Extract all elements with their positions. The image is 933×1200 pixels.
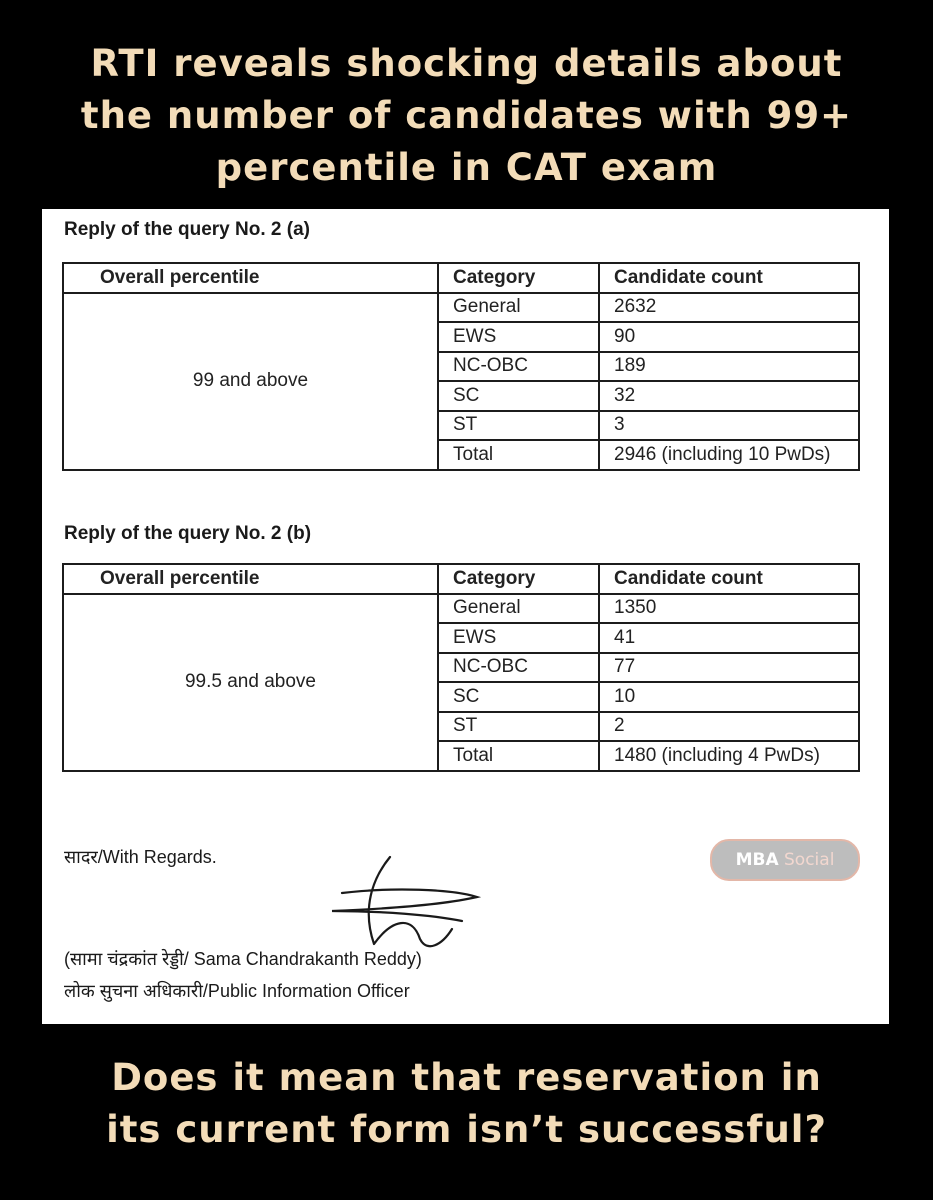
- table-row: [63, 594, 859, 624]
- headline-line-2: the number of candidates with 99+: [80, 94, 853, 137]
- footer-question: [0, 1052, 933, 1156]
- count-cell: 90: [599, 322, 859, 352]
- headline: [0, 38, 933, 194]
- count-cell: 2: [599, 712, 859, 742]
- header-candidate-count: Candidate count: [599, 564, 859, 594]
- officer-name: (सामा चंद्रकांत रेड्डी/ Sama Chandrakanth Reddy): [64, 949, 422, 969]
- category-cell: NC-OBC: [438, 352, 599, 382]
- percentile-range: 99 and above: [63, 293, 438, 470]
- count-cell: 189: [599, 352, 859, 382]
- rti-document: [42, 209, 889, 1024]
- query-a-table: [62, 262, 860, 471]
- category-cell: SC: [438, 682, 599, 712]
- category-cell: General: [438, 293, 599, 323]
- header-category: Category: [438, 564, 599, 594]
- category-cell: Total: [438, 741, 599, 771]
- category-cell: SC: [438, 381, 599, 411]
- category-cell: NC-OBC: [438, 653, 599, 683]
- watermark-bold: MBA: [735, 850, 779, 870]
- category-cell: General: [438, 594, 599, 624]
- footer-line-1: Does it mean that reservation in: [111, 1056, 822, 1099]
- query-a-title: Reply of the query No. 2 (a): [64, 219, 310, 240]
- headline-line-1: RTI reveals shocking details about: [90, 42, 843, 85]
- table-header-row: [63, 263, 859, 293]
- table-row: [63, 293, 859, 323]
- table-header-row: [63, 564, 859, 594]
- count-cell: 41: [599, 623, 859, 653]
- count-cell: 2632: [599, 293, 859, 323]
- footer-line-2: its current form isn’t successful?: [106, 1108, 827, 1151]
- header-overall-percentile: Overall percentile: [63, 564, 438, 594]
- category-cell: EWS: [438, 322, 599, 352]
- count-cell: 10: [599, 682, 859, 712]
- category-cell: ST: [438, 712, 599, 742]
- count-cell: 1350: [599, 594, 859, 624]
- headline-line-3: percentile in CAT exam: [215, 146, 718, 189]
- header-candidate-count: Candidate count: [599, 263, 859, 293]
- count-cell: 2946 (including 10 PwDs): [599, 440, 859, 470]
- mba-social-watermark: [710, 839, 860, 881]
- category-cell: EWS: [438, 623, 599, 653]
- category-cell: Total: [438, 440, 599, 470]
- query-b-table: [62, 563, 860, 772]
- category-cell: ST: [438, 411, 599, 441]
- count-cell: 77: [599, 653, 859, 683]
- count-cell: 3: [599, 411, 859, 441]
- watermark-light: Social: [784, 850, 835, 870]
- officer-title: लोक सुचना अधिकारी/Public Information Officer: [64, 981, 410, 1001]
- header-overall-percentile: Overall percentile: [63, 263, 438, 293]
- query-b-title: Reply of the query No. 2 (b): [64, 523, 312, 544]
- count-cell: 1480 (including 4 PwDs): [599, 741, 859, 771]
- percentile-range: 99.5 and above: [63, 594, 438, 771]
- header-category: Category: [438, 263, 599, 293]
- count-cell: 32: [599, 381, 859, 411]
- regards-text: सादर/With Regards.: [64, 847, 217, 867]
